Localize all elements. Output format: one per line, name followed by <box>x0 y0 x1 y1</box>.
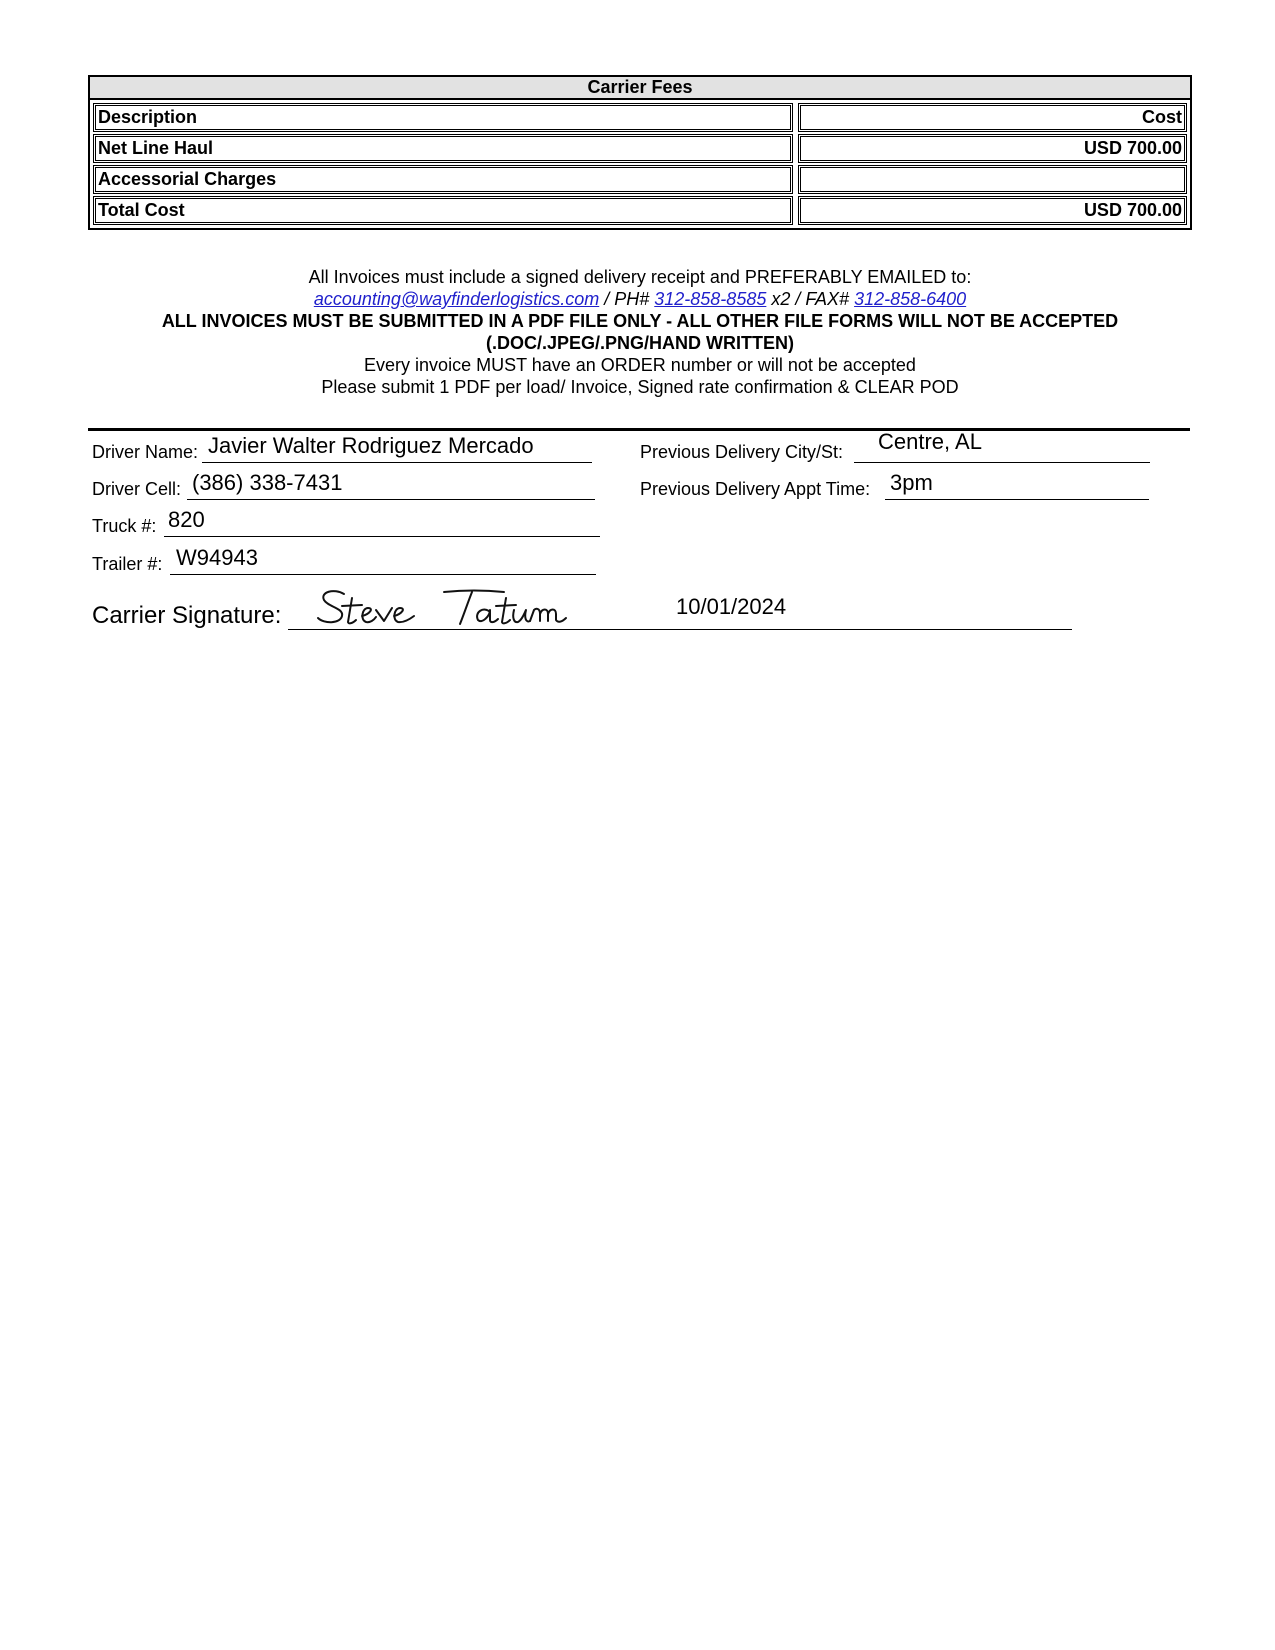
fee-description: Total Cost <box>93 196 793 225</box>
trailer-number-label: Trailer #: <box>92 554 163 574</box>
trailer-number-value: W94943 <box>176 545 258 570</box>
submission-line: Please submit 1 PDF per load/ Invoice, Signed rate confirmation & CLEAR POD <box>321 377 959 397</box>
table-row <box>93 134 1187 163</box>
truck-number-value: 820 <box>168 507 205 532</box>
fee-cost: USD 700.00 <box>798 134 1187 163</box>
table-header-row <box>93 103 1187 132</box>
table-row <box>93 165 1187 194</box>
previous-city-label: Previous Delivery City/St: <box>640 442 844 462</box>
carrier-signature-row <box>92 586 1072 636</box>
previous-appt-time-label: Previous Delivery Appt Time: <box>640 479 871 499</box>
phone-prefix: / PH# <box>599 289 655 309</box>
file-types-line: (.DOC/.JPEG/.PNG/HAND WRITTEN) <box>485 333 794 353</box>
carrier-signature-label: Carrier Signature: <box>92 602 282 629</box>
previous-city-line <box>854 462 1150 463</box>
notice-line-1: All Invoices must include a signed delivery receipt and PREFERABLY EMAILED to: <box>308 267 972 287</box>
driver-name-label: Driver Name: <box>92 442 199 462</box>
truck-number-label: Truck #: <box>92 516 157 536</box>
fee-description: Net Line Haul <box>93 134 793 163</box>
previous-appt-time-field <box>640 464 1149 504</box>
previous-appt-time-line <box>885 499 1149 500</box>
carrier-fees-header: Carrier Fees <box>90 77 1190 100</box>
signature-date: 10/01/2024 <box>676 594 787 619</box>
handwritten-signature <box>314 586 584 630</box>
truck-number-line <box>164 536 600 537</box>
driver-name-field <box>92 427 592 467</box>
fee-cost <box>798 165 1187 194</box>
fax-link[interactable]: 312-858-6400 <box>854 289 967 309</box>
pdf-requirement-line: ALL INVOICES MUST BE SUBMITTED IN A PDF FILE ONLY - ALL OTHER FILE FORMS WILL NOT BE ACCEPTED <box>161 311 1119 331</box>
fax-prefix: x2 / FAX# <box>766 289 855 309</box>
email-link[interactable]: accounting@wayfinderlogistics.com <box>313 289 600 309</box>
column-header-description: Description <box>93 103 793 132</box>
contact-line <box>88 288 1192 310</box>
previous-city-value: Centre, AL <box>878 429 982 454</box>
truck-number-field <box>92 501 600 541</box>
driver-cell-value: (386) 338-7431 <box>192 470 343 495</box>
fee-description: Accessorial Charges <box>93 165 793 194</box>
trailer-number-field <box>92 539 596 579</box>
fee-cost: USD 700.00 <box>798 196 1187 225</box>
trailer-number-line <box>170 574 596 575</box>
previous-city-field <box>640 427 1150 467</box>
driver-cell-label: Driver Cell: <box>92 479 182 499</box>
column-header-cost: Cost <box>798 103 1187 132</box>
driver-name-line <box>202 462 592 463</box>
table-row <box>93 196 1187 225</box>
invoice-notice <box>88 266 1192 398</box>
driver-cell-line <box>187 499 595 500</box>
driver-cell-field <box>92 464 595 504</box>
previous-appt-time-value: 3pm <box>890 470 933 495</box>
phone-link[interactable]: 312-858-8585 <box>654 289 767 309</box>
carrier-fees-rows <box>90 100 1190 228</box>
driver-name-value: Javier Walter Rodriguez Mercado <box>208 433 534 458</box>
order-number-line: Every invoice MUST have an ORDER number or will not be accepted <box>364 355 916 375</box>
carrier-fees-table <box>88 75 1192 230</box>
